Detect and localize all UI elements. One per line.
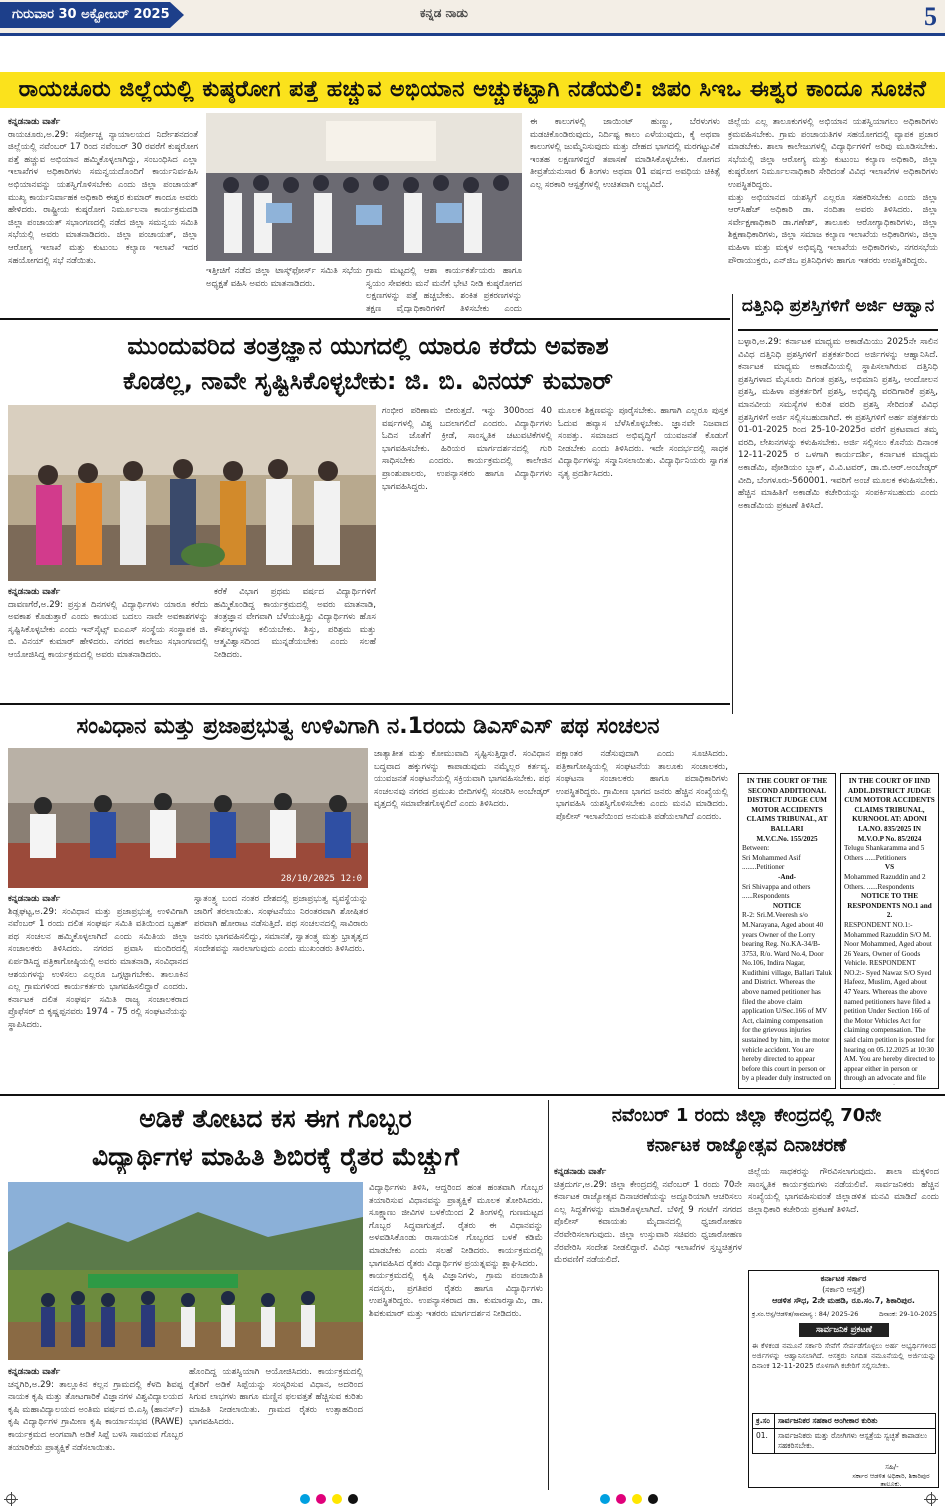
story4-text-3: ವಿದ್ಯಾರ್ಥಿಗಳು ತಿಳಿಸಿ, ಆದ್ದರಿಂದ ಹಂತ ಹಂತವಾಗಿ ಗೊಬ್ಬರ ತಯಾರಿಸುವ ವಿಧಾನವನ್ನು ಪ್ರಾತ್ಯಕ್ಷಿಕೆ ಮೂಲಕ ತೋರಿಸಿದರು. ಸೂಕ್ಷ್ಮಾಣು ಜೀವಿಗಳ ಬಳಕೆಯಿಂದ 2 ತಿಂಗಳಲ್ಲಿ ಗುಣಮಟ್ಟದ ಗೊಬ್ಬರ ಸಿದ್ಧವಾಗುತ್ತದೆ. ರೈತರು ಈ ವಿಧಾನವನ್ನು ಅಳವಡಿಸಿಕೊಂಡು ರಾಸಾಯನಿಕ ಗೊಬ್ಬರದ ಬಳಕೆ ಕಡಿಮೆ ಮಾಡಬೇಕು ಎಂದು ಸಲಹೆ ನೀಡಿದರು. ಕಾರ್ಯಕ್ರಮದಲ್ಲಿ ಭಾಗವಹಿಸಿದ ರೈತರು ವಿದ್ಯಾರ್ಥಿಗಳ ಪ್ರಯತ್ನವನ್ನು ಶ್ಲಾಘಿಸಿದರು. bbox=[369, 1183, 543, 1269]
court-notice-ballari bbox=[738, 773, 836, 1089]
side-notice-title: ದತ್ತಿನಿಧಿ ಪ್ರಶಸ್ತಿಗಳಿಗೆ ಅರ್ಜಿ ಆಹ್ವಾನ bbox=[738, 295, 938, 331]
story3-column-3: ಜಾತ್ಯಾತೀತ ಮತ್ತು ಕೋಮುವಾದಿ ಸೃಷ್ಟಿಸುತ್ತಿದ್ದಾರೆ. ಸಂವಿಧಾನ ಬದ್ಧವಾದ ಹಕ್ಕುಗಳನ್ನು ಕಾಪಾಡುವುದು ನಮ್ಮೆಲ್ಲರ ಕರ್ತವ್ಯ. ಯುವಜನತೆ ಸಂಘಟನೆಯಲ್ಲಿ ಸಕ್ರಿಯವಾಗಿ ಭಾಗವಹಿಸಬೇಕು. ಪಥ ಸಂಚಲನವು ನಗರದ ಪ್ರಮುಖ ಬೀದಿಗಳಲ್ಲಿ ಸಂಚರಿಸಿ ಅಂಬೇಡ್ಕರ್ ವೃತ್ತದಲ್ಲಿ ಸಮಾವೇಶಗೊಳ್ಳಲಿದೆ ಎಂದು ತಿಳಿಸಿದರು. bbox=[374, 749, 550, 810]
paper-name: ಕನ್ನಡ ನಾಡು bbox=[420, 6, 468, 20]
magenta-swatch-icon bbox=[316, 1494, 326, 1504]
table-row bbox=[753, 1429, 936, 1454]
story4-column-1 bbox=[8, 1366, 183, 1486]
story5-column-1 bbox=[554, 1166, 742, 1360]
story2-byline: ಕನ್ನಡನಾಡು ವಾರ್ತೆ bbox=[8, 587, 61, 597]
govt-office: ಆಡಳಿತ ಸೌಧ, 2ನೇ ಮಹಡಿ, ರೂ.ಸಂ.7, ಶಿಕಾರಿಪುರ. bbox=[772, 1296, 915, 1305]
black-swatch-icon bbox=[348, 1494, 358, 1504]
notice-body: RESPONDENT NO.1:- Mohammed Razuddin S/O M. Noor Mohammed, Aged about 26 Years, Owner of Goods Vehicle. RESPONDENT NO.2:- Syed Nawaz S/O Syed Hafeez, Muslim, Aged about 47 Years. Whereas the above named petitioners have filed a petition Under Section 166 of the Motor Vehicles Act for claiming compensation. The said claim petition is posted for hearing on 05.12.2025 at 10:30 AM. You are hereby directed to appear either in person or through an advocate and file bbox=[844, 920, 935, 1083]
story4-column-3 bbox=[369, 1182, 543, 1486]
story2-headline-line2: ಕೊಡಲ್ಲ, ನಾವೇ ಸೃಷ್ಟಿಸಿಕೊಳ್ಳಬೇಕು: ಜಿ. ಬಿ. ವಿನಯ್ ಕುಮಾರ್ bbox=[123, 367, 613, 395]
side-divider bbox=[732, 294, 733, 714]
lead-headline: ರಾಯಚೂರು ಜಿಲ್ಲೆಯಲ್ಲಿ ಕುಷ್ಠರೋಗ ಪತ್ತೆ ಹಚ್ಚುವ ಅಭಿಯಾನ ಅಚ್ಚುಕಟ್ಟಾಗಿ ನಡೆಯಲಿ: ಜಿಪಂ ಸಿಇಒ ಈಶ್ವರ ಕಾಂದೂ ಸೂಚನೆ bbox=[18, 77, 927, 102]
notice-reference: ಕ್ರ.ಸಂ.ಆಸ್ಪ/ಆಡಳಿತ/ಸಾಮಾನ್ಯ : 84/ 2025-26 bbox=[752, 1310, 859, 1318]
story2-column-3: ಗಂಭೀರ ಪರಿಣಾಮ ಬೀರುತ್ತದೆ. ಇನ್ನು 300ರಿಂದ 40 ವರ್ಷಗಳಲ್ಲಿ ವಿಶ್ವ ಬದಲಾಗಲಿದೆ ಎಂದರು. ವಿದ್ಯಾರ್ಥಿಗಳು ಓದಿನ ಜೊತೆಗೆ ಕ್ರೀಡೆ, ಸಾಂಸ್ಕೃತಿಕ ಚಟುವಟಿಕೆಗಳಲ್ಲಿ ಭಾಗವಹಿಸಬೇಕು. ಹಿರಿಯರ ಮಾರ್ಗದರ್ಶನದಲ್ಲಿ ಗುರಿ ಸಾಧಿಸಬೇಕು ಎಂದರು. ಕಾರ್ಯಕ್ರಮದಲ್ಲಿ ಕಾಲೇಜಿನ ಪ್ರಾಂಶುಪಾಲರು, ಉಪನ್ಯಾಸಕರು ಹಾಗೂ ವಿದ್ಯಾರ್ಥಿಗಳು ಭಾಗವಹಿಸಿದ್ದರು. bbox=[382, 406, 552, 492]
story5-text-1: ಚಿತ್ರದುರ್ಗ,ಅ.29: ಜಿಲ್ಲಾ ಕೇಂದ್ರದಲ್ಲಿ ನವೆಂಬರ್ 1 ರಂದು 70ನೇ ಕರ್ನಾಟಕ ರಾಜ್ಯೋತ್ಸವ ದಿನಾಚರಣೆಯನ್ನು ಅದ್ದೂರಿಯಾಗಿ ಆಚರಿಸಲು ಎಲ್ಲ ಸಿದ್ಧತೆಗಳನ್ನು ಮಾಡಿಕೊಳ್ಳಲಾಗಿದೆ. ಬೆಳಿಗ್ಗೆ 9 ಗಂಟೆಗೆ ನಗರದ ಪೊಲೀಸ್ ಕವಾಯತು ಮೈದಾನದಲ್ಲಿ ಧ್ವಜಾರೋಹಣ ನೆರವೇರಿಸಲಾಗುವುದು. ಜಿಲ್ಲಾ ಉಸ್ತುವಾರಿ ಸಚಿವರು ಧ್ವಜಾರೋಹಣ ನೆರವೇರಿಸಿ ಸಂದೇಶ ನೀಡಲಿದ್ದಾರೆ. ವಿವಿಧ ಇಲಾಖೆಗಳ ಸ್ತಬ್ಧಚಿತ್ರಗಳ ಮೆರವಣಿಗೆ ನಡೆಯಲಿದೆ. bbox=[554, 1179, 742, 1266]
lead-text-1: ರಾಯಚೂರು,ಅ.29: ಸರ್ವೋಚ್ಚ ನ್ಯಾಯಾಲಯದ ನಿರ್ದೇಶನದಂತೆ ಜಿಲ್ಲೆಯಲ್ಲಿ ನವೆಂಬರ್ 17 ರಿಂದ ನವೆಂಬರ್ 30 ರವರೆಗೆ ಕುಷ್ಠರೋಗ ಪತ್ತೆ ಹಚ್ಚುವ ಅಭಿಯಾನ ಹಮ್ಮಿಕೊಳ್ಳಲಾಗಿದ್ದು, ಸಂಬಂಧಿಸಿದ ಎಲ್ಲಾ ಇಲಾಖೆಗಳ ಅಧಿಕಾರಿಗಳು ಸಮನ್ವಯದೊಂದಿಗೆ ಕಾರ್ಯನಿರ್ವಹಿಸಿ ಅಭಿಯಾನವನ್ನು ಯಶಸ್ವಿಗೊಳಿಸಬೇಕು ಎಂದು ಜಿಲ್ಲಾ ಪಂಚಾಯತ್ ಮುಖ್ಯ ಕಾರ್ಯನಿರ್ವಾಹಕ ಅಧಿಕಾರಿ ಈಶ್ವರ ಕುಮಾರ್ ಕಾಂದೂ ಅವರು ಹೇಳಿದರು. ರಾಷ್ಟ್ರೀಯ ಕುಷ್ಠರೋಗ ನಿರ್ಮೂಲನಾ ಕಾರ್ಯಕ್ರಮದಡಿ ಜಿಲ್ಲಾ ಪಂಚಾಯತ್ ಸಭಾಂಗಣದಲ್ಲಿ ನಡೆದ ಜಿಲ್ಲಾ ಸಮನ್ವಯ ಸಮಿತಿ ಸಭೆಯಲ್ಲಿ ಅವರು ಮಾತನಾಡಿದರು. ಜಿಲ್ಲಾ ಪಂಚಾಯತ್, ಜಿಲ್ಲಾ ಆರೋಗ್ಯ ಇಲಾಖೆ ಮತ್ತು ಕುಟುಂಬ ಕಲ್ಯಾಣ ಇಲಾಖೆ ಇದರ ಸಹಯೋಗದಲ್ಲಿ ಸಭೆ ನಡೆಯಿತು. bbox=[8, 129, 198, 266]
story3-photo bbox=[8, 748, 368, 888]
court-name: IN THE COURT OF IIND ADDL.DISTRICT JUDGE CUM MOTOR ACCIDENTS CLAIMS TRIBUNAL, KURNOOL AT: ADONI bbox=[844, 777, 935, 824]
story2-headline-line1: ಮುಂದುವರಿದ ತಂತ್ರಜ್ಞಾನ ಯುಗದಲ್ಲಿ ಯಾರೂ ಕರೆದು ಅವಕಾಶ bbox=[127, 332, 609, 360]
registration-mark-icon bbox=[926, 1494, 936, 1504]
story3-byline: ಕನ್ನಡನಾಡು ವಾರ್ತೆ bbox=[8, 894, 61, 904]
lead-byline: ಕನ್ನಡನಾಡು ವಾರ್ತೆ bbox=[8, 117, 61, 127]
notice-date: ದಿನಾಂಕ: 29-10-2025 bbox=[879, 1310, 937, 1318]
court-notice-ballari-text bbox=[742, 777, 832, 1085]
table-cell: 01. bbox=[753, 1429, 775, 1454]
notice-body: ಈ ಕೆಳಕಂಡ ನಮೂನೆ ಸರ್ಕಾರಿ ಸೇವೆಗೆ ಸೇರ್ಪಡೆಗೊಳ್ಳಲು ಅರ್ಹ ಅಭ್ಯರ್ಥಿಗಳಿಂದ ಅರ್ಜಿಗಳನ್ನು ಆಹ್ವಾನಿಸಲಾಗಿದೆ. ಆಸಕ್ತರು ನಿಗದಿತ ನಮೂನೆಯಲ್ಲಿ ಅರ್ಜಿಯನ್ನು ದಿನಾಂಕ 12-11-2025 ರೊಳಗಾಗಿ ಕಚೇರಿಗೆ ಸಲ್ಲಿಸಬೇಕು. bbox=[752, 1341, 936, 1370]
cyan-swatch-icon bbox=[600, 1494, 610, 1504]
and-label: -And- bbox=[778, 872, 796, 881]
govt-dept: (ಸರ್ಕಾರಿ ಆಸ್ಪತ್ರೆ) bbox=[822, 1285, 865, 1294]
story2-column-4: ಮೂಲಕ ಶಿಕ್ಷಣವನ್ನು ಪೂರೈಸಬೇಕು. ಹಾಗಾಗಿ ಎಲ್ಲರೂ ಪುಸ್ತಕ ಓದುವ ಹವ್ಯಾಸ ಬೆಳೆಸಿಕೊಳ್ಳಬೇಕು. ಜ್ಞಾನವೇ ನಿಜವಾದ ಸಂಪತ್ತು. ಸಮಾಜದ ಅಭಿವೃದ್ಧಿಗೆ ಯುವಜನತೆ ಕೊಡುಗೆ ನೀಡಬೇಕು ಎಂದು ತಿಳಿಸಿದರು. ಇದೇ ಸಂದರ್ಭದಲ್ಲಿ ಸಾಧಕ ವಿದ್ಯಾರ್ಥಿಗಳನ್ನು ಸನ್ಮಾನಿಸಲಾಯಿತು. ವಿದ್ಯಾರ್ಥಿನಿಯರು ಸ್ವಾಗತ ನೃತ್ಯ ಪ್ರದರ್ಶಿಸಿದರು. bbox=[558, 406, 728, 479]
court-notice-adoni bbox=[840, 773, 939, 1089]
vs-label: VS bbox=[884, 863, 895, 872]
issue-date: ಗುರುವಾರ 30 ಅಕ್ಟೋಬರ್ 2025 bbox=[0, 2, 170, 28]
lead-column-3: ಈ ಕಾಲುಗಳಲ್ಲಿ ಜಾಯಿಂಟ್ ಹುಣ್ಣು, ಬೆರಳುಗಳು ಮಡಚಿಕೊಂಡಿರುವುದು, ನಿರ್ದಿಷ್ಟ ಕಾಲು ಎಳೆಯುವುದು, ಕೈ ಅಥವಾ ಕಾಲುಗಳಲ್ಲಿ ಜುಮ್ಮೆನಿಸುವುದು ಮತ್ತು ದೇಹದ ಭಾಗದಲ್ಲಿ ಮರಗಟ್ಟುವಿಕೆ ಇಂತಹ ಲಕ್ಷಣಗಳಿದ್ದರೆ ತಪಾಸಣೆ ಮಾಡಿಸಿಕೊಳ್ಳಬೇಕು. ರೋಗದ ತೀವ್ರತೆಯನುಸಾರ 6 ತಿಂಗಳು ಅಥವಾ 01 ವರ್ಷದ ಅವಧಿಯ ಚಿಕಿತ್ಸೆ ಎಲ್ಲ ಸರಕಾರಿ ಆಸ್ಪತ್ರೆಗಳಲ್ಲಿ ಉಚಿತವಾಗಿ ಲಭ್ಯವಿದೆ. bbox=[530, 117, 720, 190]
notice-label: NOTICE bbox=[772, 901, 802, 910]
story3-column-4: ಪಕ್ಷಾಂತರ ನಡೆಸುವುದಾಗಿ ಎಂದು ಸೂಚಿಸಿದರು. ಪತ್ರಿಕಾಗೋಷ್ಠಿಯಲ್ಲಿ ಸಂಘಟನೆಯ ತಾಲೂಕು ಸಂಚಾಲಕರು, ಸಂಘಟನಾ ಸಂಚಾಲಕರು ಹಾಗೂ ಪದಾಧಿಕಾರಿಗಳು ಉಪಸ್ಥಿತರಿದ್ದರು. ಗ್ರಾಮೀಣ ಭಾಗದ ಜನರು ಹೆಚ್ಚಿನ ಸಂಖ್ಯೆಯಲ್ಲಿ ಭಾಗವಹಿಸಿ ಯಶಸ್ವಿಗೊಳಿಸಬೇಕು ಎಂದು ಮನವಿ ಮಾಡಿದರು. ಪೊಲೀಸ್ ಇಲಾಖೆಯಿಂದ ಅನುಮತಿ ಪಡೆಯಲಾಗಿದೆ ಎಂದರು. bbox=[556, 749, 728, 822]
between-label: Between: bbox=[742, 844, 770, 853]
story5-column-2: ಜಿಲ್ಲೆಯ ಸಾಧಕರನ್ನು ಗೌರವಿಸಲಾಗುವುದು. ಶಾಲಾ ಮಕ್ಕಳಿಂದ ಸಾಂಸ್ಕೃತಿಕ ಕಾರ್ಯಕ್ರಮಗಳು ನಡೆಯಲಿವೆ. ಸಾರ್ವಜನಿಕರು ಹೆಚ್ಚಿನ ಸಂಖ್ಯೆಯಲ್ಲಿ ಭಾಗವಹಿಸುವಂತೆ ಜಿಲ್ಲಾಡಳಿತ ಮನವಿ ಮಾಡಿದೆ ಎಂದು ಜಿಲ್ಲಾಧಿಕಾರಿ ಕಚೇರಿಯ ಪ್ರಕಟಣೆ ತಿಳಿಸಿದೆ. bbox=[748, 1167, 939, 1215]
court-notice-adoni-text bbox=[844, 777, 935, 1085]
story3-column-1 bbox=[8, 893, 188, 1089]
respondent: Sri Shivappa and others ......Respondents bbox=[742, 882, 811, 901]
story2-column-1 bbox=[8, 586, 208, 698]
cyan-swatch-icon bbox=[300, 1494, 310, 1504]
govt-name: ಕರ್ನಾಟಕ ಸರ್ಕಾರ bbox=[820, 1274, 867, 1283]
lead-photo-caption: ಇತ್ತೀಚಿಗೆ ನಡೆದ ಜಿಲ್ಲಾ ಟಾಸ್ಕ್‌ಫೋರ್ಸ್ ಸಮಿತಿ ಸಭೆಯ ಅಧ್ಯಕ್ಷತೆ ವಹಿಸಿ ಅವರು ಮಾತನಾಡಿದರು. bbox=[206, 266, 362, 289]
story2-photo bbox=[8, 405, 376, 581]
page-header bbox=[0, 0, 945, 36]
petitioner: Telugu Shankaramma and 5 Others ......Petitioners bbox=[844, 844, 925, 862]
story3-column-2: ಸ್ವಾತಂತ್ರ್ಯ ಬಂದ ನಂತರ ದೇಶದಲ್ಲಿ ಪ್ರಜಾಪ್ರಭುತ್ವ ವ್ಯವಸ್ಥೆಯನ್ನು ಜಾರಿಗೆ ತರಲಾಯಿತು. ಸಂಘಟನೆಯು ನಿರಂತರವಾಗಿ ಶೋಷಿತರ ಪರವಾಗಿ ಹೋರಾಟ ನಡೆಸುತ್ತಿದೆ. ಪಥ ಸಂಚಲನದಲ್ಲಿ ಸಾವಿರಾರು ಜನರು ಭಾಗವಹಿಸಲಿದ್ದು, ಸಮಾನತೆ, ಸ್ವಾತಂತ್ರ್ಯ ಮತ್ತು ಭ್ರಾತೃತ್ವದ ಸಂದೇಶವನ್ನು ಸಾರಲಾಗುವುದು ಎಂದು ಮುಖಂಡರು ತಿಳಿಸಿದರು. bbox=[194, 894, 368, 955]
table-header-cell: ಕ್ರ.ಸಂ bbox=[753, 1414, 775, 1429]
case-number: I.A.NO. 835/2025 IN M.V.O.P No. 85/2024 bbox=[857, 824, 922, 843]
court-name: IN THE COURT OF THE SECOND ADDITIONAL DISTRICT JUDGE CUM MOTOR ACCIDENTS CLAIMS TRIBUNAL, AT BALLARI bbox=[746, 777, 828, 833]
yellow-swatch-icon bbox=[332, 1494, 342, 1504]
story3-text-1: ಶಿಡ್ಲಘಟ್ಟ,ಅ.29: ಸಂವಿಧಾನ ಮತ್ತು ಪ್ರಜಾಪ್ರಭುತ್ವ ಉಳಿವಿಗಾಗಿ ನವೆಂಬರ್ 1 ರಂದು ದಲಿತ ಸಂಘರ್ಷ ಸಮಿತಿ ವತಿಯಿಂದ ಬೃಹತ್ ಪಥ ಸಂಚಲನ ಹಮ್ಮಿಕೊಳ್ಳಲಾಗಿದೆ ಎಂದು ಸಮಿತಿಯ ಜಿಲ್ಲಾ ಸಂಚಾಲಕರು ತಿಳಿಸಿದರು. ನಗರದ ಪ್ರವಾಸಿ ಮಂದಿರದಲ್ಲಿ ಏರ್ಪಡಿಸಿದ್ದ ಪತ್ರಿಕಾಗೋಷ್ಠಿಯಲ್ಲಿ ಅವರು ಮಾತನಾಡಿ, ಸಂವಿಧಾನದ ಆಶಯಗಳನ್ನು ಉಳಿಸಲು ಎಲ್ಲರೂ ಒಗ್ಗಟ್ಟಾಗಬೇಕು. ತಾಲೂಕಿನ ಎಲ್ಲ ಗ್ರಾಮಗಳಿಂದ ಕಾರ್ಯಕರ್ತರು ಭಾಗವಹಿಸಲಿದ್ದಾರೆ ಎಂದರು. ಕರ್ನಾಟಕ ದಲಿತ ಸಂಘರ್ಷ ಸಮಿತಿ ರಾಜ್ಯ ಸಂಚಾಲಕರಾದ ಪ್ರೊಫೆಸರ್ ಬಿ ಕೃಷ್ಣಪ್ಪನವರು 1974 - 75 ರಲ್ಲಿ ಸಂಘಟನೆಯನ್ನು ಸ್ಥಾಪಿಸಿದರು. bbox=[8, 906, 188, 1030]
story4-column-2: ಹೊಂದಿದ್ದ ಯಶಸ್ವಿಯಾಗಿ ಆಯೋಜಿಸಿದರು. ಕಾರ್ಯಕ್ರಮದಲ್ಲಿ ರೈತರಿಗೆ ಅಡಿಕೆ ಸಿಪ್ಪೆಯನ್ನು ಸಂಸ್ಕರಿಸುವ ವಿಧಾನ, ಅದರಿಂದ ಸಿಗುವ ಲಾಭಗಳು ಹಾಗೂ ಮಣ್ಣಿನ ಫಲವತ್ತತೆ ಹೆಚ್ಚಿಸುವ ಕುರಿತು ಮಾಹಿತಿ ನೀಡಲಾಯಿತು. ಗ್ರಾಮದ ರೈತರು ಉತ್ಸಾಹದಿಂದ ಭಾಗವಹಿಸಿದರು. bbox=[189, 1367, 363, 1428]
respondent: Mohammed Razuddin and 2 Others. ......Respondents bbox=[844, 872, 926, 891]
lead-photo bbox=[206, 113, 522, 261]
table-cell: ಸಾರ್ವಜನಿಕರು ಮತ್ತು ರೋಗಿಗಳು ಆಸ್ಪತ್ರೆಯ ಸ್ವಚ್ಛತೆ ಕಾಪಾಡಲು ಸಹಕರಿಸಬೇಕು. bbox=[775, 1429, 936, 1454]
magenta-swatch-icon bbox=[616, 1494, 626, 1504]
notice-title: ಸಾರ್ವಜನಿಕ ಪ್ರಕಟಣೆ bbox=[799, 1323, 889, 1337]
notice-body: R-2: Sri.M.Veeresh s/o M.Narayana, Aged about 40 years Owner of the Lorry bearing Reg. No.KA-34/B-3753, R/o. Ward No.4, Door No.106, Indira Nagar, Kudithini village, Ballari Taluk and District. Whereas the above named petitioner has filed the above claim application U/Sec.166 of MV Act, claiming compensation for the grievous injuries sustained by him, in the motor vehicle accident. You are hereby directed to appear before this court in person or by a pleader duly instructed on bbox=[742, 911, 832, 1083]
story3-headline: ಸಂವಿಧಾನ ಮತ್ತು ಪ್ರಜಾಪ್ರಭುತ್ವ ಉಳಿವಿಗಾಗಿ ನ.1ರಂದು ಡಿಎಸ್‌ಎಸ್ ಪಥ ಸಂಚಲನ bbox=[76, 714, 660, 739]
photo-timestamp: 28/10/2025 12:0 bbox=[280, 874, 362, 884]
notice-table bbox=[752, 1413, 936, 1454]
table-header-cell: ಸಾರ್ವಜನಿಕರ ಸಹಕಾರ ಅಂಗೀಕಾರ ಕುರಿತು bbox=[775, 1414, 936, 1429]
story4-headline-line2: ವಿದ್ಯಾರ್ಥಿಗಳ ಮಾಹಿತಿ ಶಿಬಿರಕ್ಕೆ ರೈತರ ಮೆಚ್ಚುಗೆ bbox=[91, 1142, 460, 1171]
case-number: M.V.C.No. 155/2025 bbox=[756, 834, 818, 843]
story5-headline-line1: ನವೆಂಬರ್ 1 ರಂದು ಜಿಲ್ಲಾ ಕೇಂದ್ರದಲ್ಲಿ 70ನೇ bbox=[611, 1105, 882, 1126]
lead-column-1 bbox=[8, 116, 198, 311]
registration-mark-icon bbox=[6, 1494, 16, 1504]
lead-text-5: ಮತ್ತು ಅಭಿಯಾನದ ಯಶಸ್ಸಿಗೆ ಎಲ್ಲರೂ ಸಹಕರಿಸಬೇಕು ಎಂದು ಜಿಲ್ಲಾ ಆರ್‌ಸಿಹೆಚ್ ಅಧಿಕಾರಿ ಡಾ. ನಂದಿತಾ ಅವರು ತಿಳಿಸಿದರು. ಜಿಲ್ಲಾ ಸರ್ವೇಕ್ಷಣಾಧಿಕಾರಿ ಡಾ.ಗಣೇಶ್, ತಾಲೂಕು ಆರೋಗ್ಯಾಧಿಕಾರಿಗಳು, ಜಿಲ್ಲಾ ಶಿಕ್ಷಣಾಧಿಕಾರಿಗಳು, ಜಿಲ್ಲಾ ಸಮಾಜ ಕಲ್ಯಾಣ ಇಲಾಖೆಯ ಅಧಿಕಾರಿಗಳು, ಜಿಲ್ಲಾ ಮಹಿಳಾ ಮತ್ತು ಮಕ್ಕಳ ಅಭಿವೃದ್ಧಿ ಇಲಾಖೆಯ ಅಧಿಕಾರಿಗಳು, ನಗರಸಭೆಯ ಪೌರಾಯುಕ್ತರು, ಎನ್‌ಜಿಒ ಪ್ರತಿನಿಧಿಗಳು ಹಾಗೂ ಇತರರು ಉಪಸ್ಥಿತರಿದ್ದರು. bbox=[728, 192, 938, 266]
notice-sign: ಸಹಿ/- bbox=[885, 1463, 899, 1471]
table-header-row bbox=[753, 1414, 936, 1429]
story4-text-1: ಚನ್ನಗಿರಿ,ಅ.29: ತಾಲ್ಲೂಕಿನ ಕಲ್ಲನ ಗ್ರಾಮದಲ್ಲಿ ಕೆಳದಿ ಶಿವಪ್ಪ ನಾಯಕ ಕೃಷಿ ಮತ್ತು ತೋಟಗಾರಿಕೆ ವಿಜ್ಞಾನಗಳ ವಿಶ್ವವಿದ್ಯಾಲಯದ ಕೃಷಿ ಮಹಾವಿದ್ಯಾಲಯದ ಅಂತಿಮ ವರ್ಷದ ಬಿ.ಎಸ್ಸಿ (ಹಾನರ್ಸ್) ಕೃಷಿ ವಿದ್ಯಾರ್ಥಿಗಳ ಗ್ರಾಮೀಣ ಕೃಷಿ ಕಾರ್ಯಾನುಭವ (RAWE) ಕಾರ್ಯಕ್ರಮದ ಅಂಗವಾಗಿ ಅಡಿಕೆ ಸಿಪ್ಪೆ ಬಳಸಿ ಸಾವಯವ ಗೊಬ್ಬರ ತಯಾರಿಕೆಯ ಪ್ರಾತ್ಯಕ್ಷಿಕೆ ನಡೆಸಲಾಯಿತು. bbox=[8, 1379, 183, 1453]
lead-text-4: ಜಿಲ್ಲೆಯ ಎಲ್ಲ ತಾಲೂಕುಗಳಲ್ಲಿ ಅಭಿಯಾನ ಯಶಸ್ವಿಯಾಗಲು ಅಧಿಕಾರಿಗಳು ಕ್ರಮವಹಿಸಬೇಕು. ಗ್ರಾಮ ಪಂಚಾಯತಿಗಳ ಸಹಯೋಗದಲ್ಲಿ ವ್ಯಾಪಕ ಪ್ರಚಾರ ಮಾಡಬೇಕು. ಶಾಲಾ ಕಾಲೇಜುಗಳಲ್ಲಿ ವಿದ್ಯಾರ್ಥಿಗಳಿಗೆ ಅರಿವು ಮೂಡಿಸಬೇಕು. ಸಭೆಯಲ್ಲಿ ಜಿಲ್ಲಾ ಆರೋಗ್ಯ ಮತ್ತು ಕುಟುಂಬ ಕಲ್ಯಾಣ ಅಧಿಕಾರಿ, ಜಿಲ್ಲಾ ಕುಷ್ಠರೋಗ ನಿರ್ಮೂಲನಾಧಿಕಾರಿ ಸೇರಿದಂತೆ ವಿವಿಧ ಇಲಾಖೆಗಳ ಅಧಿಕಾರಿಗಳು ಉಪಸ್ಥಿತರಿದ್ದರು. bbox=[728, 117, 938, 190]
section-divider bbox=[0, 1094, 945, 1096]
story2-text-1: ದಾವಣಗೆರೆ,ಅ.29: ಪ್ರಸ್ತುತ ದಿನಗಳಲ್ಲಿ ವಿದ್ಯಾರ್ಥಿಗಳು ಯಾರೂ ಕರೆದು ಅವಕಾಶ ಕೊಡುತ್ತಾರೆ ಎಂದು ಕಾಯುವ ಬದಲು ನಾವೇ ಅವಕಾಶಗಳನ್ನು ಸೃಷ್ಟಿಸಿಕೊಳ್ಳಬೇಕು ಎಂದು ಇನ್‌ಸೈಟ್ಸ್ ಐಎಎಸ್ ಸಂಸ್ಥೆಯ ಸಂಸ್ಥಾಪಕ ಜಿ. ಬಿ. ವಿನಯ್ ಕುಮಾರ್ ಹೇಳಿದರು. ನಗರದ ಕಾಲೇಜು ಸಭಾಂಗಣದಲ್ಲಿ ಆಯೋಜಿಸಿದ್ದ ಕಾರ್ಯಕ್ರಮದಲ್ಲಿ ಅವರು ಮಾತನಾಡಿದರು. bbox=[8, 599, 208, 660]
notice-label: NOTICE TO THE RESPONDENTS NO.1 and 2. bbox=[847, 892, 932, 920]
yellow-swatch-icon bbox=[632, 1494, 642, 1504]
lead-column-2: ಗ್ರಾಮ ಮಟ್ಟದಲ್ಲಿ ಆಶಾ ಕಾರ್ಯಕರ್ತೆಯರು ಹಾಗೂ ಸ್ವಯಂ ಸೇವಕರು ಮನೆ ಮನೆಗೆ ಭೇಟಿ ನೀಡಿ ಕುಷ್ಠರೋಗದ ಲಕ್ಷಣಗಳನ್ನು ಪತ್ತೆ ಹಚ್ಚಬೇಕು. ಶಂಕಿತ ಪ್ರಕರಣಗಳನ್ನು ತಕ್ಷಣ ವೈದ್ಯಾಧಿಕಾರಿಗಳಿಗೆ ತಿಳಿಸಬೇಕು ಎಂದು bbox=[366, 266, 522, 313]
page-number: 5 bbox=[924, 2, 937, 31]
section-divider bbox=[0, 318, 730, 320]
story4-photo bbox=[8, 1182, 363, 1360]
date-arrow-icon bbox=[170, 2, 184, 28]
lead-column-4 bbox=[728, 116, 938, 311]
story5-byline: ಕನ್ನಡನಾಡು ವಾರ್ತೆ bbox=[554, 1167, 607, 1177]
story5-headline-line2: ಕರ್ನಾಟಕ ರಾಜ್ಯೋತ್ಸವ ದಿನಾಚರಣೆ bbox=[646, 1135, 847, 1156]
black-swatch-icon bbox=[648, 1494, 658, 1504]
side-notice-body: ಬಳ್ಳಾರಿ,ಅ.29: ಕರ್ನಾಟಕ ಮಾಧ್ಯಮ ಅಕಾಡೆಮಿಯು 2025ನೇ ಸಾಲಿನ ವಿವಿಧ ದತ್ತಿನಿಧಿ ಪ್ರಶಸ್ತಿಗಳಿಗೆ ಪತ್ರಕರ್ತರಿಂದ ಅರ್ಜಿಗಳನ್ನು ಆಹ್ವಾನಿಸಿದೆ. ಕರ್ನಾಟಕ ಮಾಧ್ಯಮ ಅಕಾಡೆಮಿಯಲ್ಲಿ ಸ್ಥಾಪಿಸಲಾಗಿರುವ ದತ್ತಿನಿಧಿ ಪ್ರಶಸ್ತಿಗಳಾದ ಮೈಸೂರು ದಿಗಂತ ಪ್ರಶಸ್ತಿ, ಅಭಿಮಾನಿ ಪ್ರಶಸ್ತಿ, ಆಂದೋಲನ ಪ್ರಶಸ್ತಿ, ಮಹಿಳಾ ಪತ್ರಕರ್ತರಿಗೆ ಪ್ರಶಸ್ತಿ, ಅಭಿವೃದ್ಧಿ ವರದಿಗಾರಿಕೆ ಪ್ರಶಸ್ತಿ, ಮಾನವೀಯ ಸಮಸ್ಯೆಗಳ ಕುರಿತ ವರದಿ ಪ್ರಶಸ್ತಿ ಸೇರಿದಂತೆ ವಿವಿಧ ಪ್ರಶಸ್ತಿಗಳಿಗೆ ಅರ್ಜಿ ಸಲ್ಲಿಸಬಹುದಾಗಿದೆ. ಈ ಪ್ರಶಸ್ತಿಗಳಿಗೆ ಅರ್ಹ ಪತ್ರಕರ್ತರು 01-01-2025 ರಿಂದ 25-10-2025ರ ವರೆಗೆ ಪ್ರಕಟವಾದ ತಮ್ಮ ವರದಿ, ಲೇಖನಗಳನ್ನು ಕಳುಹಿಸಬೇಕು. ಅರ್ಜಿ ಸಲ್ಲಿಸಲು ಕೊನೆಯ ದಿನಾಂಕ 12-11-2025 ರ ಒಳಗಾಗಿ ಕಾರ್ಯದರ್ಶಿ, ಕರ್ನಾಟಕ ಮಾಧ್ಯಮ ಅಕಾಡೆಮಿ, ಪೋಡಿಯಂ ಬ್ಲಾಕ್, ವಿ.ವಿ.ಟವರ್, ಡಾ.ಬಿ.ಆರ್.ಅಂಬೇಡ್ಕರ್ ವೀದಿ, ಬೆಂಗಳೂರು-560001. ಇವರಿಗೆ ಅಂಚೆ ಮೂಲಕ ಕಳುಹಿಸಬೇಕು. ಹೆಚ್ಚಿನ ಮಾಹಿತಿಗೆ ಅಕಾಡೆಮಿ ಕಚೇರಿಯನ್ನು ಸಂಪರ್ಕಿಸಬಹುದು ಎಂದು ಅಕಾಡೆಮಿಯ ಪ್ರಕಟಣೆ ತಿಳಿಸಿದೆ. bbox=[738, 337, 938, 511]
story4-byline: ಕನ್ನಡನಾಡು ವಾರ್ತೆ bbox=[8, 1367, 61, 1377]
section-divider bbox=[0, 703, 730, 705]
story2-column-2: ಕರೆಕೆ ವಿಭಾಗ ಪ್ರಥಮ ವರ್ಷದ ವಿದ್ಯಾರ್ಥಿಗಳಿಗೆ ಹಮ್ಮಿಕೊಂಡಿದ್ದ ಕಾರ್ಯಕ್ರಮದಲ್ಲಿ ಅವರು ಮಾತನಾಡಿ, ತಂತ್ರಜ್ಞಾನ ವೇಗವಾಗಿ ಬೆಳೆಯುತ್ತಿದ್ದು ವಿದ್ಯಾರ್ಥಿಗಳು ಹೊಸ ಕೌಶಲ್ಯಗಳನ್ನು ಕಲಿಯಬೇಕು. ಶಿಸ್ತು, ಪರಿಶ್ರಮ ಮತ್ತು ಆತ್ಮವಿಶ್ವಾಸದಿಂದ ಮುನ್ನಡೆಯಬೇಕು ಎಂದು ಸಲಹೆ ನೀಡಿದರು. bbox=[214, 587, 376, 660]
column-divider bbox=[548, 1100, 549, 1490]
story4-text-4: ಕಾರ್ಯಕ್ರಮದಲ್ಲಿ ಕೃಷಿ ವಿಜ್ಞಾನಿಗಳು, ಗ್ರಾಮ ಪಂಚಾಯಿತಿ ಸದಸ್ಯರು, ಪ್ರಗತಿಪರ ರೈತರು ಹಾಗೂ ವಿದ್ಯಾರ್ಥಿಗಳು ಉಪಸ್ಥಿತರಿದ್ದರು. ಉಪನ್ಯಾಸಕರಾದ ಡಾ. ಕುಮಾರಸ್ವಾಮಿ, ಡಾ. ಶಿವಕುಮಾರ್ ಮತ್ತು ಇತರರು ಮಾರ್ಗದರ್ಶನ ನೀಡಿದರು. bbox=[369, 1271, 543, 1319]
petitioner: Sri Mohammed Asif ........Petitioner bbox=[742, 853, 801, 872]
govt-notice bbox=[748, 1270, 939, 1488]
story4-headline-line1: ಅಡಿಕೆ ತೋಟದ ಕಸ ಈಗ ಗೊಬ್ಬರ bbox=[139, 1104, 412, 1133]
notice-signer: ಸರ್ಕಾರ ಆಡಳಿತ ಅಧಿಕಾರಿ, ಶಿಕಾರಿಪುರ ತಾಲೂಕು. bbox=[852, 1472, 930, 1488]
